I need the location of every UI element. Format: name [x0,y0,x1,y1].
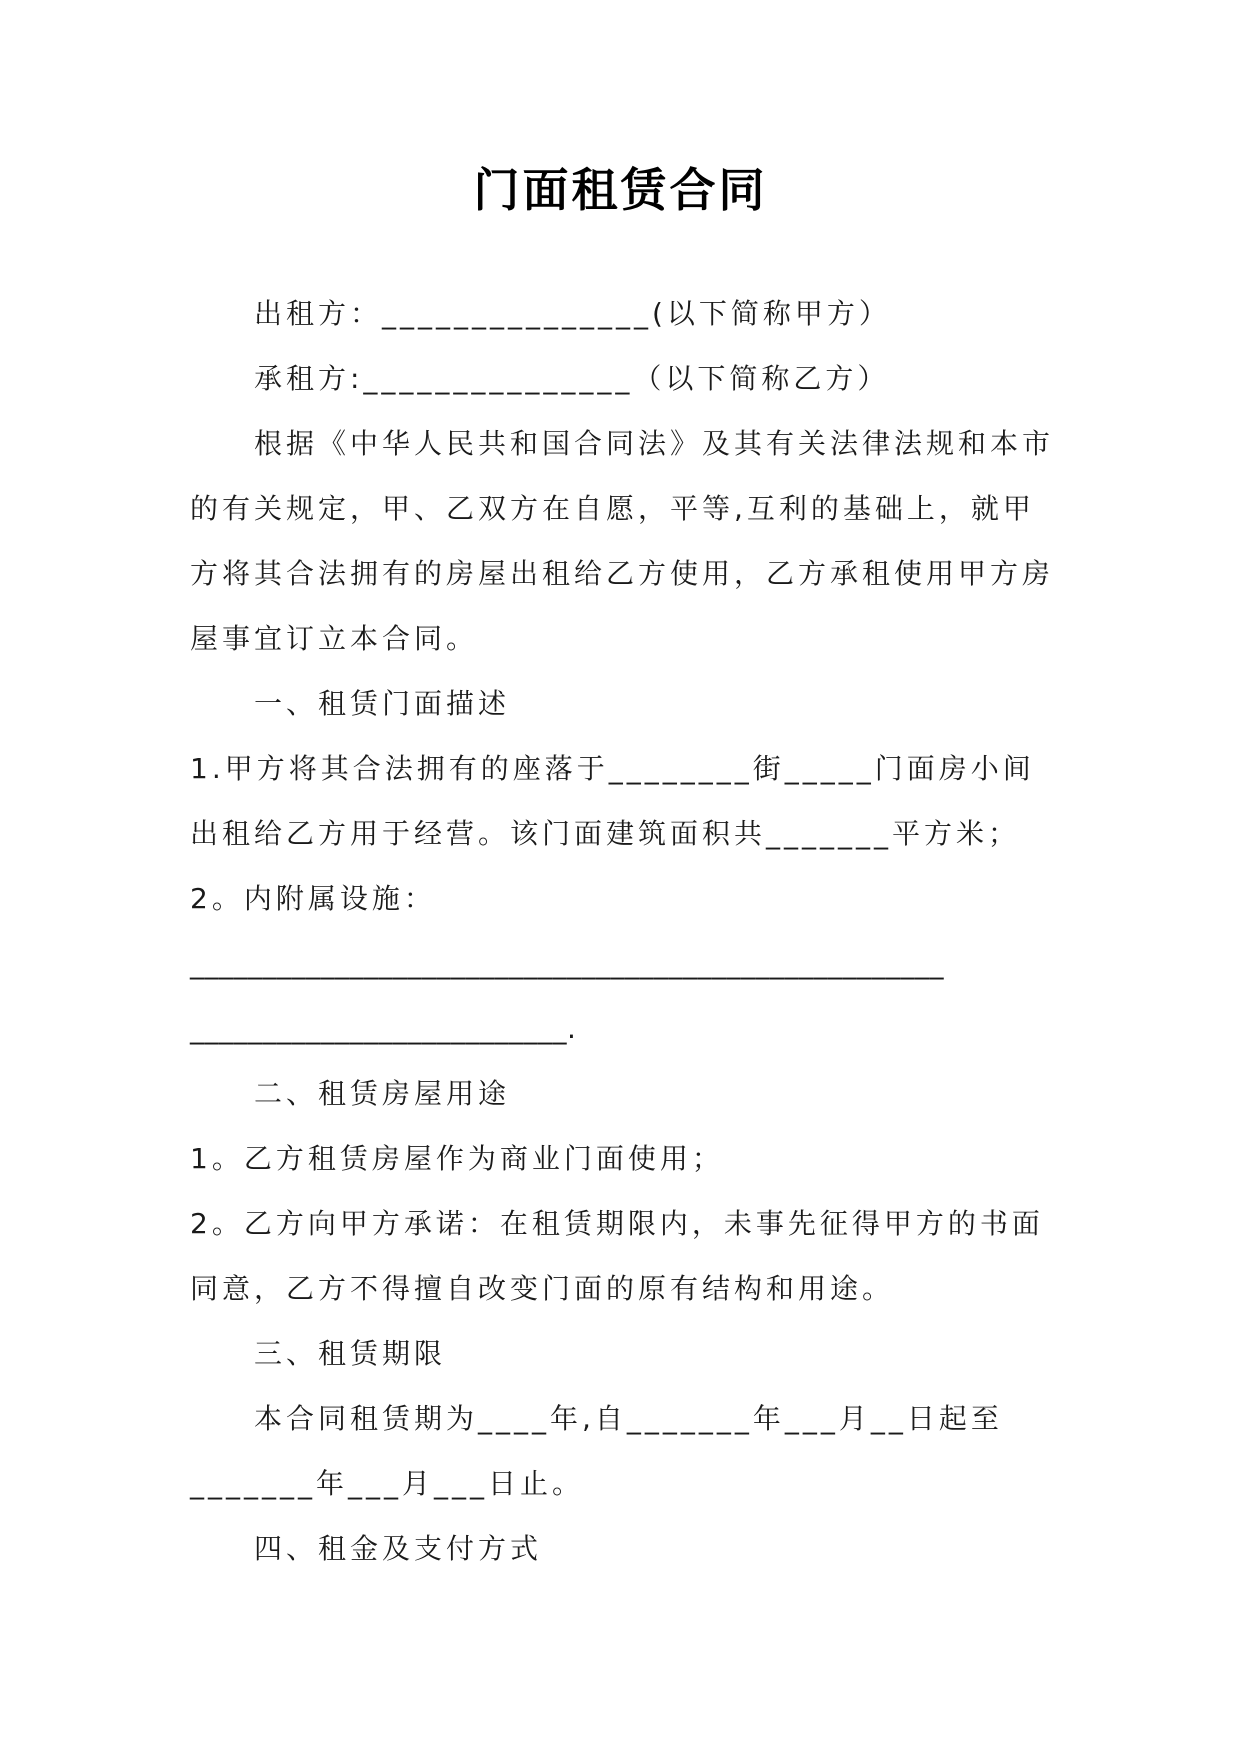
document-title: 门面租赁合同 [473,163,768,217]
term-line-2: _______年___月___日止。 [190,1467,585,1500]
lessee-line: 承租方:_______________（以下简称乙方） [254,362,890,395]
preamble-line-1: 根据《中华人民共和国合同法》及其有关法律法规和本市 [254,427,1055,460]
section-2-heading: 二、租赁房屋用途 [254,1077,511,1110]
term-line-1: 本合同租赁期为____年,自_______年___月__日起至 [254,1402,1003,1435]
section-1-heading: 一、租赁门面描述 [254,687,511,720]
section-3-heading: 三、租赁期限 [254,1337,447,1370]
clause-2-2-line-1: 2。乙方向甲方承诺：在租赁期限内，未事先征得甲方的书面 [190,1207,1044,1240]
preamble-line-4: 屋事宜订立本合同。 [190,622,479,655]
clause-1-1-line-1: 1.甲方将其合法拥有的座落于________街_____门面房小间 [190,752,1035,785]
clause-2-2-line-2: 同意，乙方不得擅自改变门面的原有结构和用途。 [190,1272,895,1305]
facilities-blank-line-1: ____________________________________________________ [190,947,944,980]
facilities-blank-line-2: __________________________. [190,1012,577,1045]
preamble-line-2: 的有关规定，甲、乙双方在自愿，平等,互利的基础上，就甲 [190,492,1035,525]
clause-2-1: 1。乙方租赁房屋作为商业门面使用； [190,1142,724,1175]
clause-1-2: 2。内附属设施： [190,882,436,915]
lessor-line: 出租方：_______________(以下简称甲方） [254,297,891,330]
section-4-heading: 四、租金及支付方式 [254,1532,543,1565]
preamble-line-3: 方将其合法拥有的房屋出租给乙方使用，乙方承租使用甲方房 [190,557,1055,590]
clause-1-1-line-2: 出租给乙方用于经营。该门面建筑面积共_______平方米； [190,817,1021,850]
